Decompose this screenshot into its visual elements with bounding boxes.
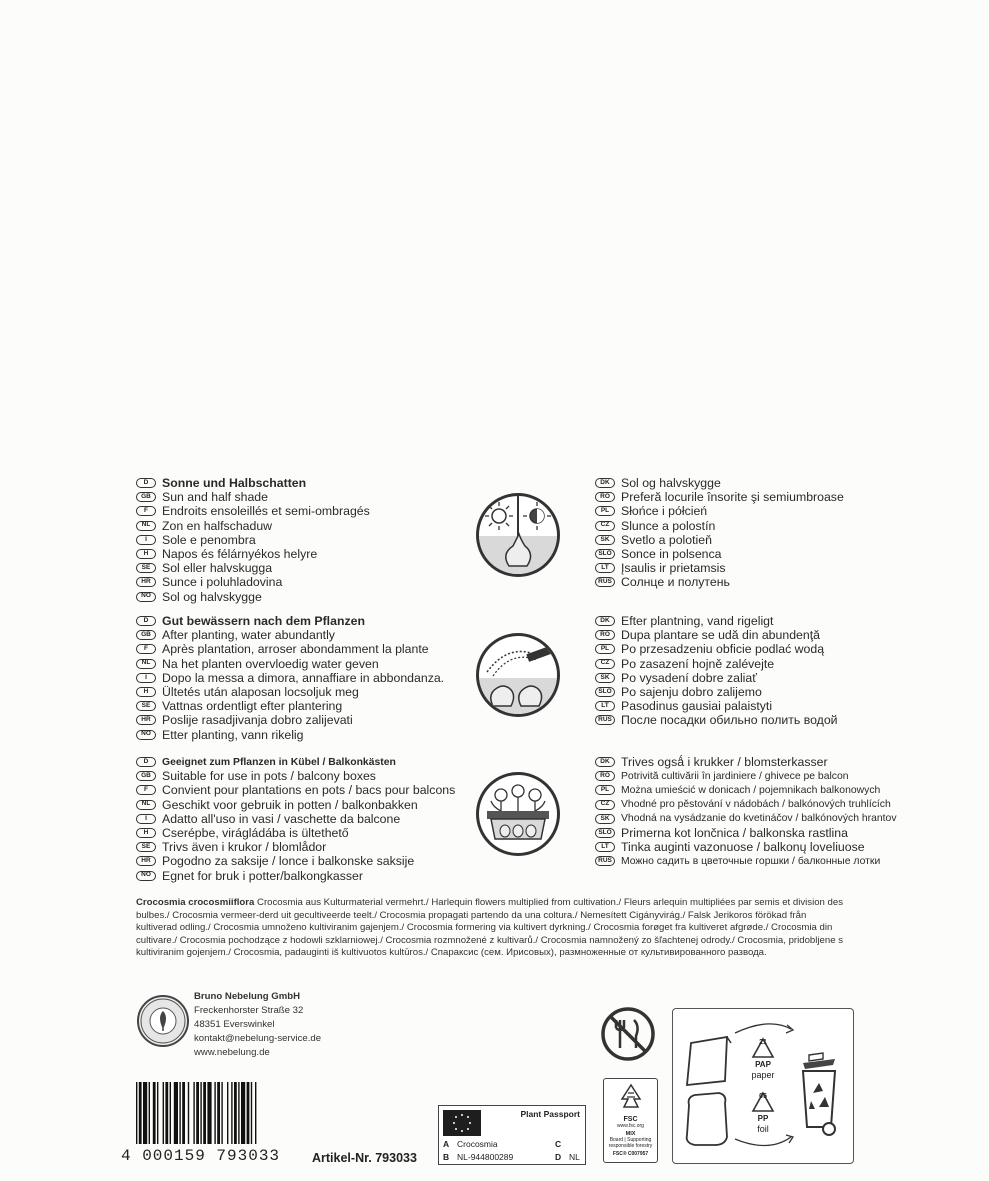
language-row xyxy=(595,657,838,671)
language-text: Sonne und Halbschatten xyxy=(162,476,307,491)
language-row xyxy=(595,685,838,699)
language-code-badge: F xyxy=(136,644,156,654)
language-code-badge: D xyxy=(136,478,156,488)
pp-label: foil xyxy=(757,1124,769,1134)
language-row xyxy=(595,713,838,727)
language-code-badge: PL xyxy=(595,644,615,654)
language-code-badge: RO xyxy=(595,492,615,502)
language-code-badge: HR xyxy=(136,715,156,725)
passport-b-label: B xyxy=(443,1152,450,1162)
language-code-badge: NO xyxy=(136,871,156,881)
fsc-brand: FSC xyxy=(623,1116,638,1123)
pp-code: PP xyxy=(757,1114,769,1123)
language-row xyxy=(595,476,844,490)
pap-number: 21 xyxy=(759,1039,767,1046)
language-row xyxy=(595,533,844,547)
language-code-badge: RO xyxy=(595,630,615,640)
language-code-badge: RUS xyxy=(595,856,615,866)
sun-half-shade-icon xyxy=(476,493,560,577)
language-text: Trivs även i krukor / blomlådor xyxy=(162,840,327,855)
language-code-badge: F xyxy=(136,785,156,795)
language-code-badge: SLO xyxy=(595,687,615,697)
language-code-badge: SE xyxy=(136,563,156,573)
language-row xyxy=(595,854,897,868)
language-row xyxy=(136,590,370,604)
language-code-badge: SLO xyxy=(595,828,615,838)
language-code-badge: LT xyxy=(595,842,615,852)
barcode-digits: 4 000159 793033 xyxy=(121,1147,281,1165)
language-row xyxy=(136,490,370,504)
language-row xyxy=(136,561,370,575)
language-text: Adatto all'uso in vasi / vaschette da balcone xyxy=(162,811,401,826)
language-row xyxy=(136,854,455,868)
language-code-badge: NL xyxy=(136,521,156,531)
language-text: Napos és félárnyékos helyre xyxy=(162,547,318,562)
recycle-bin-icon xyxy=(803,1071,835,1127)
watering-can-icon xyxy=(476,633,560,717)
language-row xyxy=(136,657,444,671)
language-code-badge: GB xyxy=(136,492,156,502)
language-code-badge: DK xyxy=(595,478,615,488)
language-row xyxy=(136,533,370,547)
fsc-claim: Board | Supporting responsible forestry xyxy=(608,1137,653,1149)
passport-a-value: Crocosmia xyxy=(457,1139,498,1149)
language-code-badge: RO xyxy=(595,771,615,781)
language-text: Trives ogsǻ i krukker / blomsterkasser xyxy=(621,755,828,770)
language-code-badge: D xyxy=(136,616,156,626)
language-text: Można umieścić w donicach / pojemnikach balkonowych xyxy=(621,784,881,796)
language-text: After planting, water abundantly xyxy=(162,628,335,643)
pp-number: 05 xyxy=(759,1093,767,1100)
passport-a-label: A xyxy=(443,1139,450,1149)
plant-name: Crocosmia crocosmiiflora xyxy=(136,897,255,908)
language-row xyxy=(595,504,844,518)
language-text: Sonce in polsenca xyxy=(621,547,722,562)
language-code-badge: NL xyxy=(136,800,156,810)
description-text: Crocosmia aus Kulturmaterial vermehrt./ Harlequin flowers multiplied from cultivation./ Fleurs arlequin multipliées par semis et division des bulbes./ Crocosmia vermeer-derd uit gecultiveerde teelt./ Crocosmia propagati partendo da una coltura./ Nemesített Cigányvirág./ Falsk Jerikoros förökad från kultiverad odling./ Crocosmia umnoženo kultiviranim gajenjem./ Crocosmia formering via kultivert dyrkning./ Crocosmia forøget fra kultiveret afgrøde./ Crocosmia din cultivare./ Crocosmia pochodzące z hodowli szklarniowej./ Crocosmia rozmnožené z kultivarů./ Crocosmia namnožený zo šľachtenej odrody./ Crocosmia, pridobljene s kultiviranim gojenjem./ Crocosmia, padauginti iš kultivuotos kultūros./ Спараксис (сем. Ирисовых), размноженные от культивированного развода. xyxy=(136,897,844,959)
language-row xyxy=(136,671,444,685)
language-row xyxy=(595,769,897,783)
language-text: Efter plantning, vand rigeligt xyxy=(621,614,774,629)
language-text: Sol eller halvskugga xyxy=(162,561,273,576)
language-code-badge: H xyxy=(136,687,156,697)
language-row xyxy=(595,671,838,685)
language-text: После посадки обильно полить водой xyxy=(621,713,838,728)
language-row xyxy=(136,713,444,727)
section-1-left-column xyxy=(136,476,370,604)
language-row xyxy=(595,840,897,854)
company-address xyxy=(194,990,321,1060)
language-text: Sol og halvskygge xyxy=(621,476,721,491)
language-text: Slunce a polostín xyxy=(621,518,716,533)
language-code-badge: SK xyxy=(595,535,615,545)
language-code-badge: CZ xyxy=(595,659,615,669)
pap-label: paper xyxy=(751,1070,775,1080)
language-text: Po vysadení dobre zaliať xyxy=(621,670,757,685)
plant-passport xyxy=(438,1105,586,1165)
language-code-badge: GB xyxy=(136,771,156,781)
language-row xyxy=(595,812,897,826)
language-code-badge: GB xyxy=(136,630,156,640)
barcode xyxy=(136,1082,292,1150)
paper-sleeve-icon xyxy=(687,1037,727,1085)
fsc-tree-icon xyxy=(616,1083,646,1111)
language-code-badge: CZ xyxy=(595,800,615,810)
language-text: Sun and half shade xyxy=(162,490,268,505)
company-city: 48351 Everswinkel xyxy=(194,1019,275,1030)
language-text: Pasodinus gausiai palaistyti xyxy=(621,699,773,714)
language-text: Preferă locurile însorite şi semiumbroase xyxy=(621,490,844,505)
language-row xyxy=(136,812,455,826)
language-row xyxy=(136,755,455,769)
language-text: Įsaulis ir prietamsis xyxy=(621,561,726,576)
language-text: Poslije rasadjivanja dobro zalijevati xyxy=(162,713,353,728)
language-row xyxy=(136,869,455,883)
language-text: Gut bewässern nach dem Pflanzen xyxy=(162,614,365,629)
language-row xyxy=(136,614,444,628)
language-row xyxy=(136,575,370,589)
language-row xyxy=(595,575,844,589)
fsc-code: FSC® C007957 xyxy=(612,1151,649,1157)
language-row xyxy=(595,798,897,812)
language-code-badge: LT xyxy=(595,701,615,711)
section-3-right-column xyxy=(595,755,897,869)
language-row xyxy=(136,547,370,561)
language-text: Ültetés után alaposan locsoljuk meg xyxy=(162,685,359,700)
language-row xyxy=(595,614,838,628)
language-code-badge: SE xyxy=(136,701,156,711)
language-text: Солнце и полутень xyxy=(621,575,730,590)
language-row xyxy=(136,769,455,783)
language-code-badge: I xyxy=(136,673,156,683)
language-text: Geschikt voor gebruik in potten / balkonbakken xyxy=(162,797,418,812)
article-number: Artikel-Nr. 793033 xyxy=(312,1151,417,1165)
fsc-site: www.fsc.org xyxy=(617,1123,644,1129)
language-row xyxy=(136,826,455,840)
not-food-safe-icon xyxy=(600,1006,656,1062)
language-code-badge: H xyxy=(136,549,156,559)
language-code-badge: LT xyxy=(595,563,615,573)
sustainable-supplier-seal xyxy=(137,995,189,1047)
fsc-label xyxy=(603,1078,658,1163)
language-code-badge: D xyxy=(136,757,156,767)
language-code-badge: F xyxy=(136,506,156,516)
language-text: Zon en halfschaduw xyxy=(162,518,273,533)
language-text: Po sajenju dobro zalijemo xyxy=(621,685,762,700)
balcony-pot-icon xyxy=(476,772,560,856)
language-text: Dopo la messa a dimora, annaffiare in abbondanza. xyxy=(162,670,445,685)
passport-title: Plant Passport xyxy=(520,1109,580,1119)
language-text: Sole e penombra xyxy=(162,532,256,547)
recycling-box xyxy=(672,1008,854,1164)
language-code-badge: CZ xyxy=(595,521,615,531)
language-text: Tinka auginti vazonuose / balkonų loveliuose xyxy=(621,840,865,855)
language-code-badge: SK xyxy=(595,814,615,824)
language-row xyxy=(595,699,838,713)
product-description xyxy=(136,897,848,960)
language-row xyxy=(595,490,844,504)
language-row xyxy=(136,783,455,797)
language-code-badge: I xyxy=(136,535,156,545)
language-text: Après plantation, arroser abondamment la plante xyxy=(162,642,429,657)
language-row xyxy=(595,628,838,642)
language-code-badge: NO xyxy=(136,730,156,740)
language-code-badge: NO xyxy=(136,592,156,602)
eu-flag-icon xyxy=(443,1110,481,1136)
foil-bag-icon xyxy=(687,1093,727,1145)
language-code-badge: DK xyxy=(595,757,615,767)
language-text: Geeignet zum Pflanzen in Kübel / Balkonkästen xyxy=(162,756,396,768)
section-2-right-column xyxy=(595,614,838,728)
language-text: Можно садить в цветочные горшки / балконные лотки xyxy=(621,855,881,867)
language-text: Convient pour plantations en pots / bacs pour balcons xyxy=(162,783,456,798)
language-code-badge: RUS xyxy=(595,577,615,587)
section-1-right-column xyxy=(595,476,844,590)
company-name: Bruno Nebelung GmbH xyxy=(194,991,301,1002)
language-row xyxy=(136,642,444,656)
language-text: Słońce i półcień xyxy=(621,504,708,519)
language-row xyxy=(136,504,370,518)
company-street: Freckenhorster Straße 32 xyxy=(194,1005,304,1016)
pap-code: PAP xyxy=(755,1060,771,1069)
language-row xyxy=(136,728,444,742)
passport-c-label: C xyxy=(555,1139,562,1149)
language-code-badge: RUS xyxy=(595,715,615,725)
language-row xyxy=(595,561,844,575)
language-text: Suitable for use in pots / balcony boxes xyxy=(162,769,376,784)
language-text: Vhodná na vysádzanie do kvetináčov / balkónových hrantov xyxy=(621,813,897,825)
passport-d-value: NL xyxy=(569,1152,580,1162)
company-email[interactable]: kontakt@nebelung-service.de xyxy=(194,1033,322,1044)
language-text: Sol og halvskygge xyxy=(162,589,262,604)
language-text: Na het planten overvloedig water geven xyxy=(162,656,379,671)
language-row xyxy=(136,685,444,699)
language-text: Cserépbe, virágládába is ültethető xyxy=(162,826,349,841)
language-row xyxy=(136,699,444,713)
language-text: Potrivită cultivării în jardiniere / ghivece pe balcon xyxy=(621,770,849,782)
language-text: Egnet for bruk i potter/balkongkasser xyxy=(162,868,363,883)
language-code-badge: SE xyxy=(136,842,156,852)
language-text: Po zasazení hojně zalévejte xyxy=(621,656,775,671)
language-code-badge: HR xyxy=(136,577,156,587)
company-website[interactable]: www.nebelung.de xyxy=(194,1047,270,1058)
language-text: Pogodno za saksije / lonce i balkonske saksije xyxy=(162,854,415,869)
language-text: Dupa plantare se udă din abundenţă xyxy=(621,628,820,643)
language-row xyxy=(136,628,444,642)
language-text: Endroits ensoleillés et semi-ombragés xyxy=(162,504,370,519)
language-row xyxy=(136,476,370,490)
language-text: Po przesadzeniu obficie podlać wodą xyxy=(621,642,825,657)
language-row xyxy=(595,755,897,769)
language-text: Etter planting, vann rikelig xyxy=(162,727,304,742)
language-code-badge: HR xyxy=(136,856,156,866)
language-row xyxy=(595,826,897,840)
language-row xyxy=(136,840,455,854)
language-code-badge: SLO xyxy=(595,549,615,559)
language-row xyxy=(595,519,844,533)
language-code-badge: PL xyxy=(595,506,615,516)
fsc-mix: MIX xyxy=(625,1131,636,1137)
section-3-left-column xyxy=(136,755,455,883)
passport-d-label: D xyxy=(555,1152,562,1162)
language-text: Vhodné pro pěstování v nádobách / balkónových truhlících xyxy=(621,799,891,811)
language-code-badge: H xyxy=(136,828,156,838)
section-2-left-column xyxy=(136,614,444,742)
language-code-badge: NL xyxy=(136,659,156,669)
language-row xyxy=(595,783,897,797)
language-code-badge: SK xyxy=(595,673,615,683)
language-text: Svetlo a polotieň xyxy=(621,532,712,547)
language-row xyxy=(136,519,370,533)
passport-b-value: NL-944800289 xyxy=(457,1152,514,1162)
language-row xyxy=(136,798,455,812)
language-code-badge: DK xyxy=(595,616,615,626)
language-text: Vattnas ordentligt efter plantering xyxy=(162,699,343,714)
language-code-badge: PL xyxy=(595,785,615,795)
language-text: Sunce i poluhladovina xyxy=(162,575,283,590)
language-text: Primerna kot lončnica / balkonska rastlina xyxy=(621,826,848,841)
language-row xyxy=(595,547,844,561)
language-code-badge: I xyxy=(136,814,156,824)
language-row xyxy=(595,642,838,656)
